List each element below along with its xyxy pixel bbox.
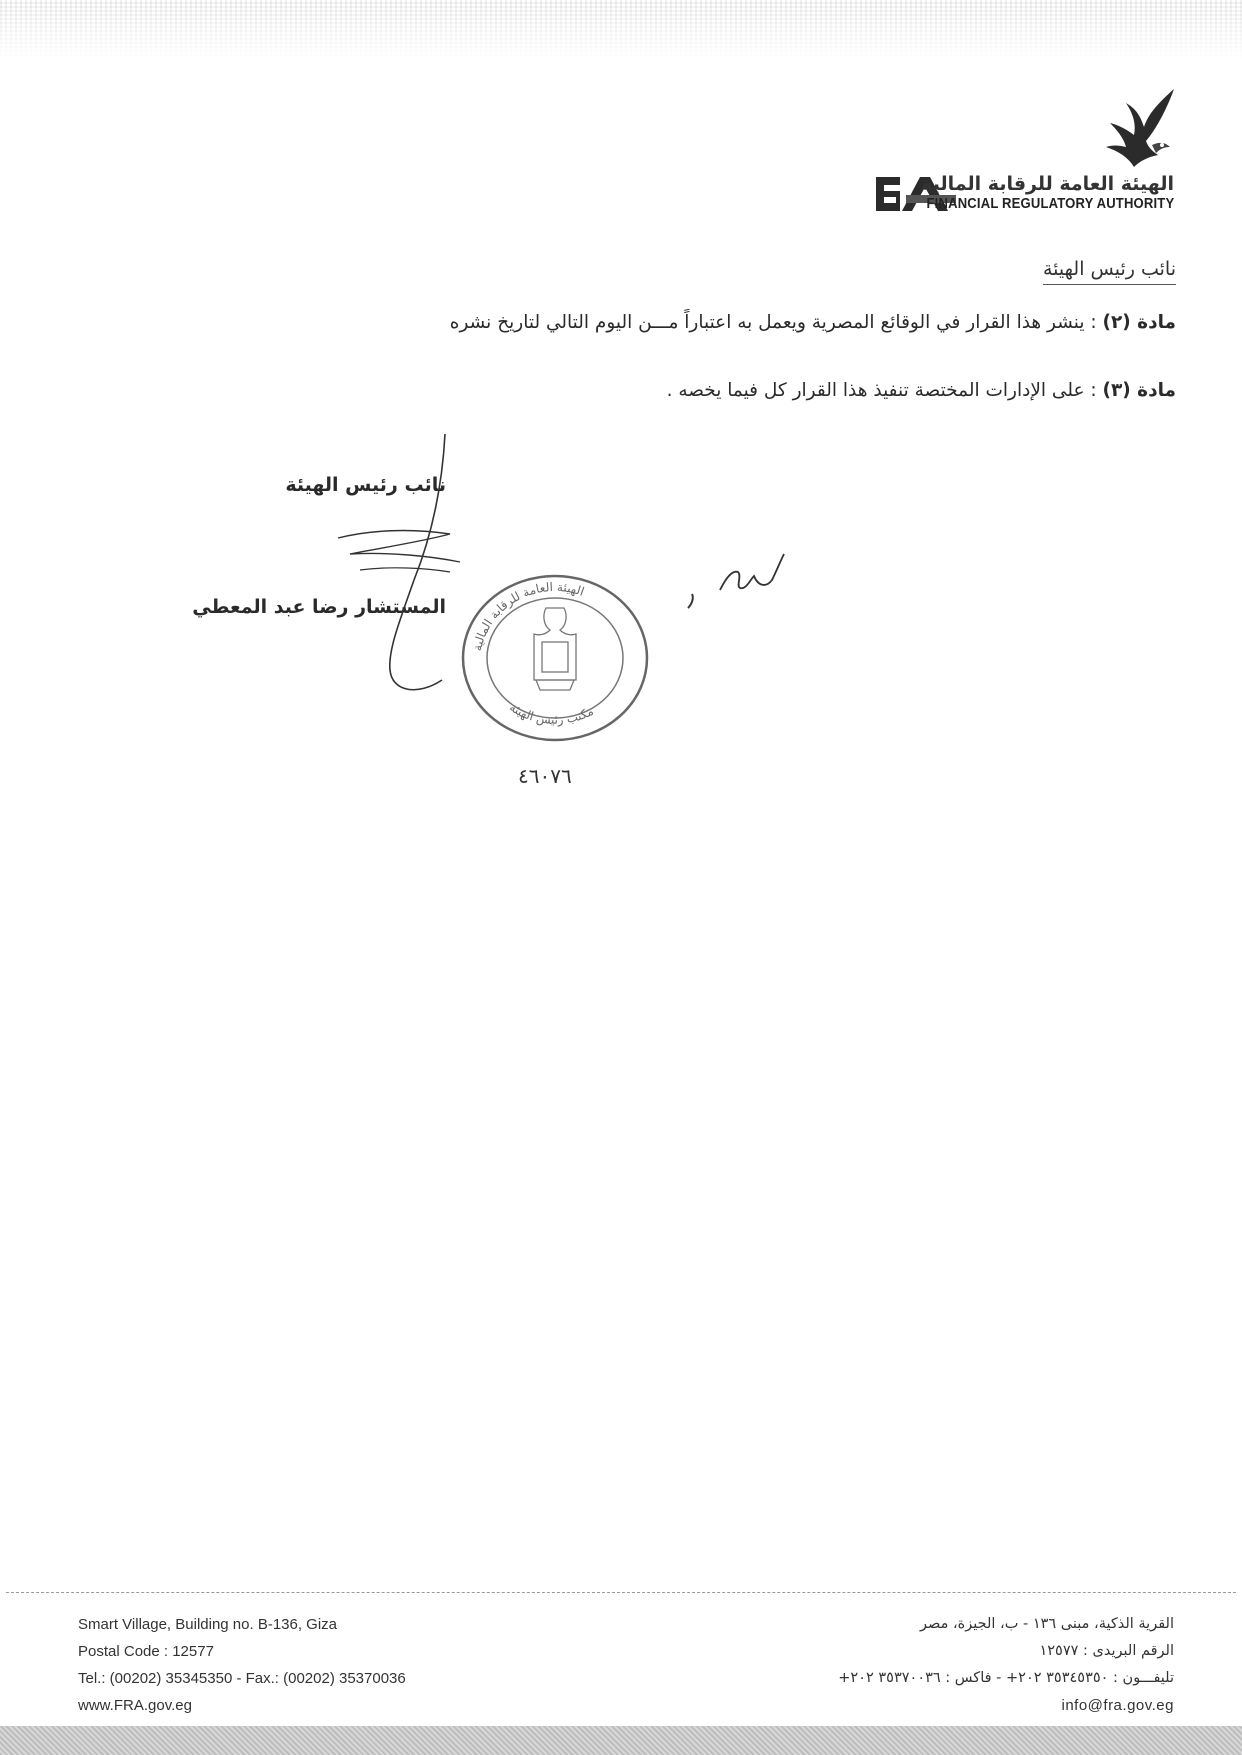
footer-email-link[interactable]: info@fra.gov.eg	[1061, 1697, 1174, 1714]
footer-divider	[6, 1592, 1236, 1593]
article-3	[667, 380, 1176, 401]
eagle-emblem-icon	[1056, 85, 1176, 175]
footer-phone-ar: تليفـــون : ٣٥٣٤٥٣٥٠ ٢٠٢+ - فاكس : ٣٥٣٧٠٠٣٦ ٢٠٢+	[838, 1670, 1174, 1686]
seal-outer-text: الهيئة العامة للرقابة المالية	[470, 579, 587, 653]
footer-address-ar: القرية الذكية، مبنى ١٣٦ - ب، الجيزة، مصر	[920, 1616, 1174, 1632]
seal-bottom-text: مكتب رئيس الهيئة	[507, 699, 596, 727]
official-seal	[450, 568, 660, 743]
seal-eagle-icon	[534, 608, 576, 690]
article-text: : على الإدارات المختصة تنفيذ هذا القرار كل فيما يخصه .	[666, 380, 1097, 401]
signatory-title: نائب رئيس الهيئة	[285, 474, 446, 496]
article-label: مادة (٢)	[1102, 312, 1176, 333]
article-label: مادة (٣)	[1102, 380, 1176, 401]
office-label: نائب رئيس الهيئة	[1043, 258, 1176, 285]
footer-web-link[interactable]: www.FRA.gov.eg	[78, 1697, 192, 1714]
logo-text-english: FINANCIAL REGULATORY AUTHORITY	[926, 196, 1174, 212]
article-text: : ينشر هذا القرار في الوقائع المصرية ويعمل به اعتباراً مـــن اليوم التالي لتاريخ نشره	[449, 312, 1097, 333]
scan-noise-band	[0, 0, 1242, 60]
bottom-decorative-bar	[0, 1726, 1242, 1755]
footer-contact-arabic	[838, 1611, 1174, 1719]
article-2	[450, 312, 1176, 333]
footer-address-en: Smart Village, Building no. B-136, Giza	[78, 1616, 338, 1633]
footer-postal-ar: الرقم البريدى : ١٢٥٧٧	[1039, 1643, 1174, 1659]
seal-number: ٤٦٠٧٦	[518, 764, 572, 788]
logo-text-arabic: الهيئة العامة للرقابة المالية	[921, 173, 1174, 195]
signatory-name: المستشار رضا عبد المعطي	[192, 596, 446, 618]
footer-postal-en: Postal Code : 12577	[78, 1643, 214, 1660]
footer-contact-english	[78, 1611, 406, 1719]
initial-signature	[680, 550, 790, 610]
fra-logo	[876, 85, 1176, 220]
footer-phone-en: Tel.: (00202) 35345350 - Fax.: (00202) 35370036	[78, 1670, 406, 1687]
